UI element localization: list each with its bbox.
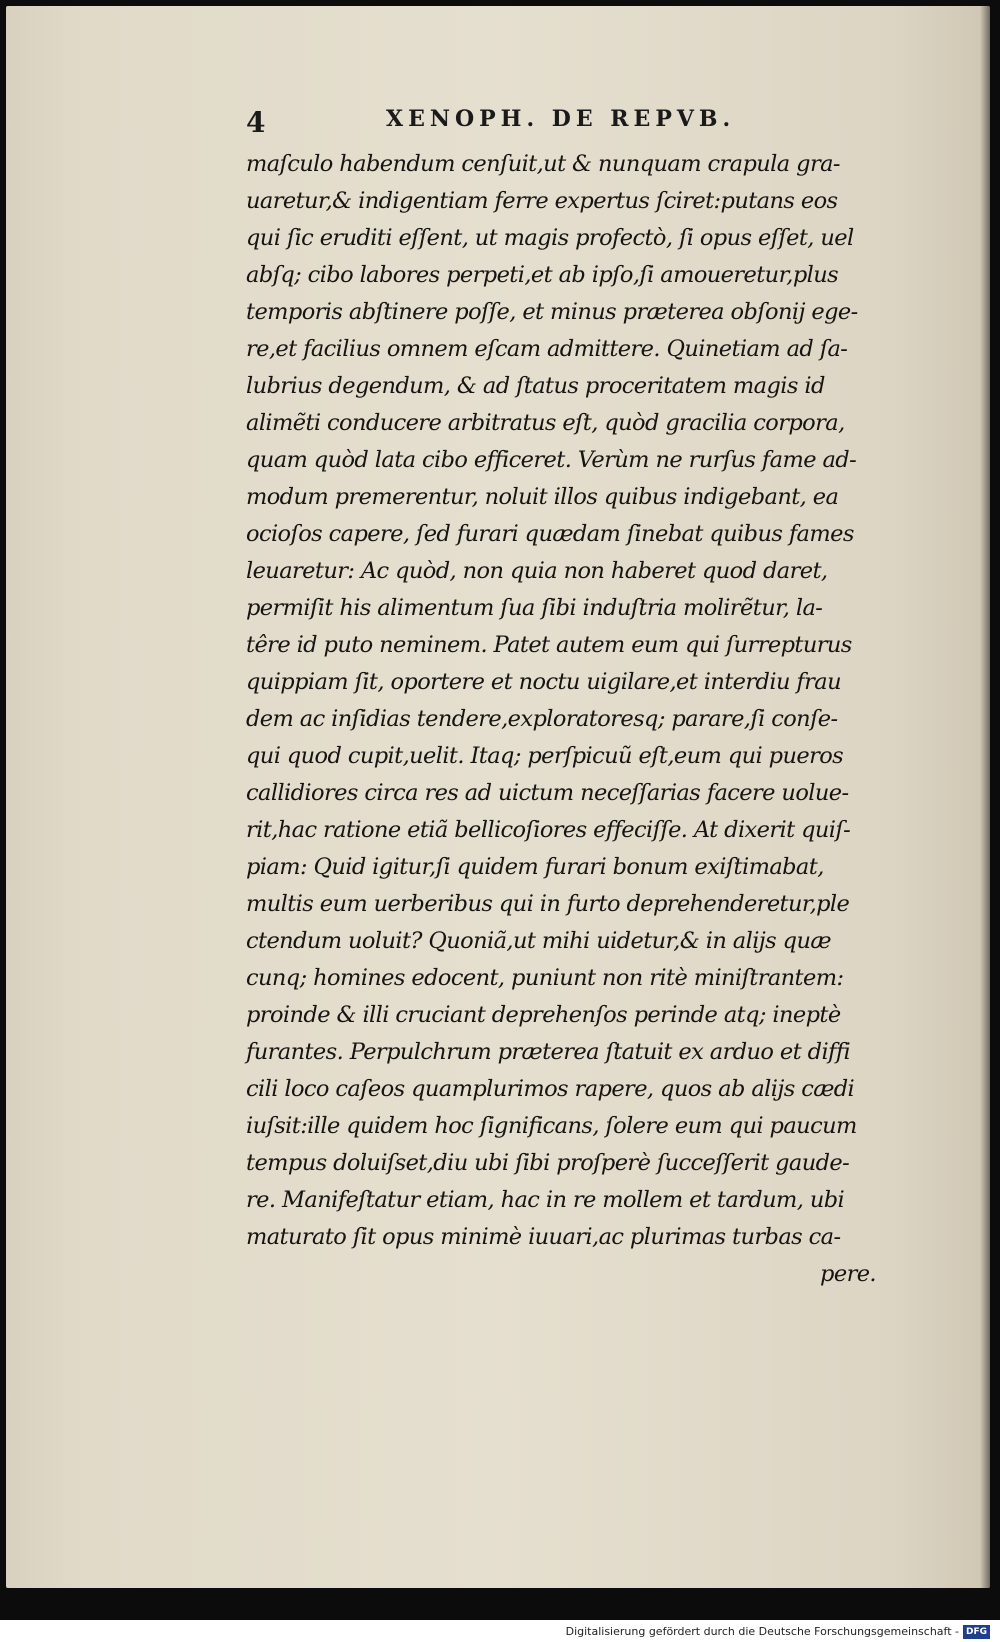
text-line: modum premerentur, noluit illos quibus indigebant, ea <box>246 484 839 510</box>
page-number: 4 <box>246 106 266 139</box>
text-line: têre id puto neminem. Patet autem eum qui ſurrepturus <box>246 632 852 658</box>
text-line: dem ac inſidias tendere,exploratoresq; parare,ſi conſe- <box>246 706 838 732</box>
text-line: piam: Quid igitur,ſi quidem furari bonum exiſtimabat, <box>246 854 824 880</box>
text-line: abſq; cibo labores perpeti,et ab ipſo,ſi amoueretur,plus <box>246 262 839 288</box>
dfg-logo-icon: DFG <box>963 1625 990 1639</box>
text-line: lubrius degendum, & ad ſtatus proceritatem magis id <box>246 373 825 399</box>
text-line: cili loco caſeos quamplurimos rapere, quos ab alijs cædi <box>246 1076 855 1102</box>
text-line: maturato ſit opus minimè iuuari,ac plurimas turbas ca- <box>246 1224 841 1250</box>
text-line: quippiam ſit, oportere et noctu uigilare,et interdiu frau <box>246 669 841 695</box>
text-line: furantes. Perpulchrum præterea ſtatuit ex arduo et diffi <box>246 1039 851 1065</box>
text-line: quam quòd lata cibo efficeret. Verùm ne rurſus fame ad- <box>246 447 857 473</box>
text-line: re. Manifeſtatur etiam, hac in re mollem et tardum, ubi <box>246 1187 845 1213</box>
text-line: proinde & illi cruciant deprehenſos perinde atq; ineptè <box>246 1002 841 1028</box>
text-line: qui quod cupit,uelit. Itaq; perſpicuũ eſt,eum qui pueros <box>246 743 844 769</box>
text-line: re,et facilius omnem eſcam admittere. Quinetiam ad ſa- <box>246 336 848 362</box>
text-line: ctendum uoluit? Quoniã,ut mihi uidetur,& in alijs quæ <box>246 928 831 954</box>
text-line: iuſsit:ille quidem hoc ſignificans, ſolere eum qui paucum <box>246 1113 857 1139</box>
running-head: XENOPH. DE REPVB. <box>386 106 736 132</box>
text-line: temporis abſtinere poſſe, et minus præterea obſonij ege- <box>246 299 858 325</box>
credit-text: Digitalisierung gefördert durch die Deutsche Forschungsgemeinschaft - <box>565 1625 959 1638</box>
text-line: uaretur,& indigentiam ferre expertus ſciret:putans eos <box>246 188 838 214</box>
body-text <box>246 146 946 1293</box>
text-line: cunq; homines edocent, puniunt non ritè miniſtrantem: <box>246 965 844 991</box>
text-line: ocioſos capere, ſed furari quædam ſinebat quibus fames <box>246 521 854 547</box>
text-line: multis eum uerberibus qui in furto deprehenderetur,ple <box>246 891 850 917</box>
digitization-credit <box>566 1624 990 1640</box>
book-page <box>6 6 990 1588</box>
text-line: permiſit his alimentum ſua ſibi induſtria molirẽtur, la- <box>246 595 823 621</box>
text-line: rit,hac ratione etiã bellicoſiores effeciſſe. At dixerit quiſ- <box>246 817 851 843</box>
page-edge-shadow <box>980 6 990 1588</box>
text-line: qui ſic eruditi eſſent, ut magis profectò, ſi opus eſſet, uel <box>246 225 854 251</box>
text-line: leuaretur: Ac quòd, non quia non haberet quod daret, <box>246 558 828 584</box>
text-line: maſculo habendum cenſuit,ut & nunquam crapula gra- <box>246 151 840 177</box>
text-line: tempus doluiſset,diu ubi ſibi proſperè ſucceſſerit gaude- <box>246 1150 850 1176</box>
text-line: alimẽti conducere arbitratus eſt, quòd gracilia corpora, <box>246 410 845 436</box>
text-line: callidiores circa res ad uictum neceſſarias facere uolue- <box>246 780 849 806</box>
catchword: pere. <box>820 1261 876 1287</box>
